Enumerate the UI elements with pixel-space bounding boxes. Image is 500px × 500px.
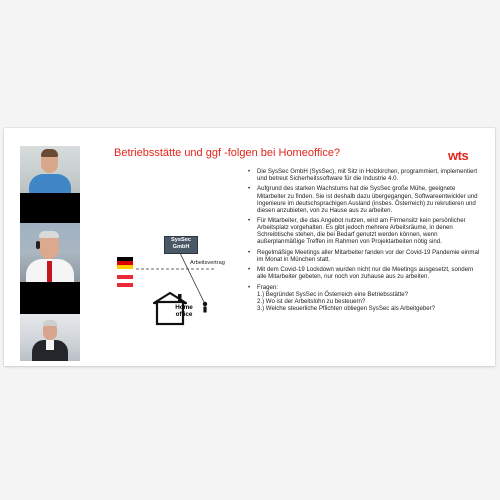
contract-label: Arbeitsvertrag [190, 260, 225, 266]
germany-flag-icon [117, 257, 133, 269]
question-3: 3.) Welche steuerliche Pflichten obliegen SysSec als Arbeitgeber? [257, 305, 436, 313]
slide-title: Betriebsstätte und ggf -folgen bei Homeoffice? [114, 147, 341, 159]
participant-video-1[interactable] [20, 146, 80, 193]
question-1: 1.) Begründet SysSec in Österreich eine Betriebsstätte? [257, 290, 409, 298]
wts-logo: wts [448, 148, 469, 163]
bullet-item: • Die SysSec GmbH (SysSec), mit Sitz in Holzkirchen, programmiert, implementiert und betreut Sicherheitssoftware für die Industrie 4.0. [248, 168, 480, 182]
bullet-item: • Regelmäßige Meetings aller Mitarbeiter fanden vor der Covid-19 Pandemie einmal im Monat in München statt. [248, 249, 480, 263]
bullet-item: • Aufgrund des starken Wachstums hat die SysSec große Mühe, geeignete Mitarbeiter zu finden. Sie ist deshalb dazu übergegangen, Softwareentwickler und Ingenieure im deutschsprachigen Ausland (insbes. Österreich) zu rekrutieren und diesen anzubieten, von zu Hause aus zu arbeiten. [248, 185, 480, 213]
participant-collar [46, 340, 54, 350]
company-box: SysSec GmbH [164, 236, 198, 254]
headset-icon [36, 241, 40, 249]
participant-video-3[interactable] [20, 314, 80, 361]
participant-video-2[interactable] [20, 223, 80, 282]
diagram-graphic [140, 250, 220, 330]
participant-hair [43, 320, 57, 326]
contract-line [180, 253, 204, 302]
questions-label: • Fragen: [257, 283, 279, 291]
video-black-area [20, 193, 80, 223]
person-icon [203, 302, 207, 313]
austria-flag-icon [117, 275, 133, 287]
participant-torso [29, 174, 71, 193]
bullet-item: • Mit dem Covid-19 Lockdown wurden nicht nur die Meetings ausgesetzt, sondern alle Mitarbeiter gebeten, nur noch von zuhause aus zu arbeiten. [248, 266, 480, 280]
bullet-list [248, 168, 480, 354]
home-office-label: Home office [175, 304, 193, 318]
bullet-item: • Für Mitarbeiter, die das Angebot nutzen, wird am Firmensitz kein persönlicher Arbeitsplatz vorgehalten. Es gibt jedoch mehrere Arbeitsräume, in denen Schreibtische stehen, die bei Bedarf genutzt werden können, wenn außerplanmäßige Treffen im Rahmen von Projektarbeiten nötig sind. [248, 217, 480, 245]
participant-hair [41, 149, 58, 157]
questions-item [248, 284, 480, 312]
participant-hair [39, 231, 59, 238]
participant-tie [47, 261, 52, 282]
question-2: 2.) Wo ist der Arbeitslohn zu besteuern? [257, 297, 366, 305]
video-black-area [20, 282, 80, 314]
